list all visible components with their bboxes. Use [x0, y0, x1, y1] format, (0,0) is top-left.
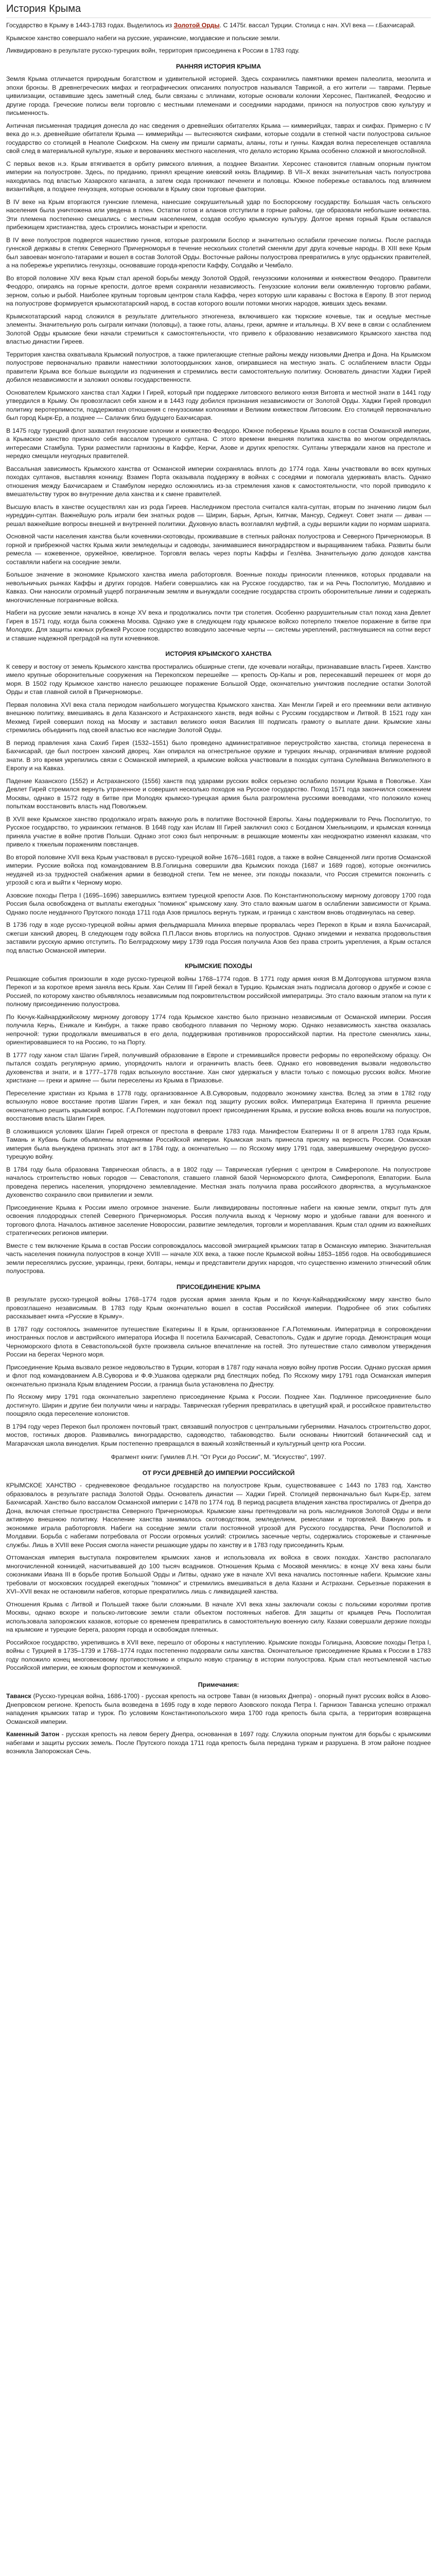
section-paragraph: Отношения Крыма с Литвой и Польшей также были сложными. В начале XVI века ханы заключали союзы с польскими королями против Москвы, однако вскоре и польско-литовские земли стали объектом постоянных набегов. Для защиты от крымцев Речь Посполитая использовала запорожских казаков, которые со временем превратились в самостоятельную военную силу. Казаки совершали дерзкие походы на крымские и турецкие берега, разоряя города и освобождая пленных.	[6, 1600, 431, 1633]
section-paragraph: КРЫМСКОЕ ХАНСТВО - средневековое феодальное государство на полуострове Крым, существовавшее с 1443 по 1783 год. Ханство образовалось в результате распада Золотой Орды. Основатель династии — Хаджи Гирей. Столицей первоначально был Кырк-Ер, затем Бахчисарай. Ханство было вассалом Османской империи с 1478 по 1774 год. В период расцвета владения ханства простирались от Днепра до Дона, включая степные пространства Северного Причерноморья. Крымские ханы претендовали на роль наследников Золотой Орды и вели активную внешнюю политику. Население ханства занималось скотоводством, земледелием, ремеслами и торговлей. Важную роль в экономике играла работорговля. Набеги на соседние земли стали постоянной угрозой для Русского государства, Речи Посполитой и Молдавии. Борьба с набегами потребовала от России огромных усилий: строились засечные черты, содержались сторожевые и станичные службы. Лишь в XVIII веке Россия смогла нанести решающие удары по ханству и в 1783 году присоединить Крым.	[6, 1482, 431, 1549]
section-paragraph: Вместе с тем включение Крыма в состав России сопровождалось массовой эмиграцией крымских татар в Османскую империю. Значительная часть населения покинула полуостров в конце XVIII — начале XIX века, а также после Крымской войны 1853–1856 годов. На освободившиеся земли переселялись русские, украинцы, греки, болгары, немцы и представители других народов, что существенно изменило этнический облик полуострова.	[6, 1242, 431, 1275]
intro-paragraph: Крымское ханство совершало набеги на русские, украинские, молдавские и польские земли.	[6, 34, 280, 42]
section-paragraph: По Ясскому миру 1791 года окончательно закреплено присоединение Крыма к России. Позднее Хан. Подлинное присоединение было достигнуто. Ширин и другие беи получили чины и награды. Таврическая губерния превратилась в цветущий край, и российское правительство поощряло сюда переселение колонистов.	[6, 1393, 431, 1417]
note-term: Таванск	[6, 1692, 31, 1700]
section-heading: ИСТОРИЯ КРЫМСКОГО ХАНСТВА	[165, 650, 272, 657]
section-paragraph: Российское государство, укрепившись в XVII веке, перешло от обороны к наступлению. Крымские походы Голицына, Азовские походы Петра I, войны с Турцией в 1735–1739 и 1768–1774 годах постепенно подорвали силы ханства. Окончательное присоединение Крыма к России в 1783 году положило конец многовековому противостоянию и открыло новую страницу в истории полуострова. Крым стал неотъемлемой частью Российской империи, ее южным форпостом и жемчужиной.	[6, 1638, 431, 1671]
section-paragraph: Переселение христиан из Крыма в 1778 году, организованное А.В.Суворовым, подорвало экономику ханства. Вслед за этим в 1782 году вспыхнуло новое восстание против Шагин Гирея, и хан бежал под защиту русских войск. Императрица Екатерина II приняла решение окончательно решить крымский вопрос. Г.А.Потемкин подготовил проект присоединения Крыма, и русские войска вновь вошли на полуостров, восстановив власть Шагин Гирея.	[6, 1089, 431, 1122]
section-paragraph: В сложившихся условиях Шагин Гирей отрекся от престола в феврале 1783 года. Манифестом Екатерины II от 8 апреля 1783 года Крым, Тамань и Кубань были объявлены владениями Российской империи. Крымская знать принесла присягу на верность России. Османская империя была вынуждена признать этот акт в 1784 году, а окончательно — по Ясскому миру 1791 года, завершившему очередную русско-турецкую войну.	[6, 1127, 431, 1160]
section-paragraph: В 1736 году в ходе русско-турецкой войны армия фельдмаршала Миниха впервые прорвалась через Перекоп в Крым и взяла Бахчисарай, сжегши ханский дворец. В следующем году войска П.П.Ласси вновь вторглись на полуостров. Однако эпидемии и нехватка продовольствия заставили русскую армию отступить. По Белградскому миру 1739 года Россия получила Азов без права строить укрепления, а Крым остался под властью Османской империи.	[6, 921, 431, 954]
note-term: Каменный Затон	[6, 1731, 60, 1738]
section-paragraph: В 1777 году ханом стал Шагин Гирей, получивший образование в Европе и стремившийся провести реформы по европейскому образцу. Он пытался создать регулярную армию, упорядочить налоги и ограничить власть беев. Однако его нововведения вызвали недовольство духовенства и знати, и в 1777–1778 годах вспыхнуло восстание. Хан смог удержаться у власти только с помощью русских войск. Многие христиане — греки и армяне — были переселены из Крыма в Приазовье.	[6, 1051, 431, 1084]
section-paragraph: В результате русско-турецкой войны 1768–1774 годов русская армия заняла Крым и по Кючук-Кайнарджийскому миру ханство было провозглашено независимым. В 1783 году Крым окончательно вошел в состав Российской империи. Подробнее об этих событиях рассказывает книга «Русские в Крыму».	[6, 1296, 431, 1320]
section-paragraph: С первых веков н.э. Крым втягивается в орбиту римского влияния, а позднее Византии. Херсонес становится главным опорным пунктом империи на полуострове. Здесь, по преданию, принял крещение киевский князь Владимир. В VII–X веках значительная часть полуострова находилась под властью Хазарского каганата, а затем сюда проникают печенеги и половцы. Южное побережье оставалось под влиянием византийцев, а позднее генуэзцев, которые основали в Крыму свои торговые фактории.	[6, 160, 431, 193]
notes-list	[6, 1692, 431, 1756]
section-heading: ОТ РУСИ ДРЕВНЕЙ ДО ИМПЕРИИ РОССИЙСКОЙ	[142, 1469, 295, 1477]
intro-paragraph: Ликвидировано в результате русско-турецких войн, территория присоединена к России в 1783 году.	[6, 47, 300, 54]
section-paragraph: Высшую власть в ханстве осуществлял хан из рода Гиреев. Наследником престола считался калга-султан, вторым по значению лицом был нуреддин-султан. Важнейшую роль играли беи знатных родов — Ширин, Барын, Аргын, Кипчак, Мансур, Седжеут. Совет знати — диван — решал важнейшие вопросы внешней и внутренней политики. Духовную власть возглавлял муфтий, а суды вершили кадии по нормам шариата.	[6, 503, 431, 528]
section-signature: Фрагмент книги: Гумилев Л.Н. "От Руси до России", М. "Искусство", 1997.	[111, 1453, 326, 1461]
section-paragraph: В XVII веке Крымское ханство продолжало играть важную роль в политике Восточной Европы. Ханы поддерживали то Речь Посполитую, то Русское государство, то украинских гетманов. В 1648 году хан Ислам III Гирей заключил союз с Богданом Хмельницким, и крымская конница приняла участие в войне против Польши. Однако этот союз был непрочным: в решающие моменты хан неоднократно изменял казакам, что привело к тяжелым поражениям повстанцев.	[6, 815, 431, 848]
section-paragraph: Во второй половине XVII века Крым участвовал в русско-турецкой войне 1676–1681 годов, а также в войне Священной лиги против Османской империи. Русские войска под командованием В.В.Голицына совершили два Крымских похода (1687 и 1689 годов), которые окончились неудачей из-за трудностей снабжения армии в безводной степи. Тем не менее, эти походы показали, что Россия стремится покончить с угрозой с юга и выйти к Черному морю.	[6, 853, 431, 886]
section-paragraph: Решающие события произошли в ходе русско-турецкой войны 1768–1774 годов. В 1771 году армия князя В.М.Долгорукова штурмом взяла Перекоп и за короткое время заняла весь Крым. Хан Селим III Гирей бежал в Турцию. Крымская знать подписала договор о дружбе и союзе с Россией, по которому ханство объявлялось независимым под покровительством российской императрицы. Это стало важным этапом на пути к полному присоединению полуострова.	[6, 975, 431, 1008]
section-paragraph: В IV веке на Крым вторгаются гуннские племена, нанесшие сокрушительный удар по Боспорскому государству. Большая часть сельского населения была уничтожена или уведена в плен. Остатки готов и аланов отступили в горные районы, где образовали небольшие княжества. Эти племена постепенно смешались с местным населением, создав особую крымскую культуру. Долгое время горный Крым оставался прибежищем христианства, здесь строились монастыри и крепости.	[6, 198, 431, 231]
section-paragraph: Территория ханства охватывала Крымский полуостров, а также прилегающие степные районы между низовьями Днепра и Дона. На Крымском полуострове первоначально правили наместники золотоордынских ханов, опиравшиеся на местную знать. С ослаблением власти Орды правители Крыма все больше выходили из подчинения и стремились вести самостоятельную политику. Основатель династии Хаджи Гирей добился независимости и заложил основы государственности.	[6, 350, 431, 383]
section-paragraph: Античная письменная традиция донесла до нас сведения о древнейших обитателях Крыма — киммерийцах, таврах и скифах. Примерно с IV века до н.э. древнейшие обитатели Крыма — киммерийцы — вытесняются скифами, которые создали в степной части полуострова сильное государство со столицей в Неаполе Скифском. На смену им пришли сарматы, аланы, готы и гунны. Каждая волна переселенцев оставляла свой след в материальной культуре, языке и верованиях местного населения, что делало историю Крыма особенно сложной и многослойной.	[6, 122, 431, 155]
section-paragraph: В период правления хана Сахиб Гирея (1532–1551) было проведено административное переустройство ханства, столица перенесена в Бахчисарай, где был построен ханский дворец. Хан опирался на огнестрельное оружие и турецких янычар, ограничивая влияние родовой знати. В это время укрепились связи с Османской империей, а крымские войска участвовали в походах султана Сулеймана Великолепного в Европу и на Кавказ.	[6, 739, 431, 772]
section-heading: РАННЯЯ ИСТОРИЯ КРЫМА	[176, 62, 261, 70]
section-paragraph: Падение Казанского (1552) и Астраханского (1556) ханств под ударами русских войск серьезно ослабило позиции Крыма в Поволжье. Хан Девлет Гирей стремился вернуть утраченное и совершил несколько походов на Русское государство. Поход 1571 года закончился сожжением Москвы, однако в 1572 году в битве при Молодях крымско-турецкая армия была разгромлена русскими воеводами, что положило конец попыткам восстановить власть над Поволжьем.	[6, 777, 431, 810]
section-paragraph: Присоединение Крыма вызвало резкое недовольство в Турции, которая в 1787 году начала новую войну против России. Однако русская армия и флот под командованием А.В.Суворова и Ф.Ф.Ушакова одержали ряд блестящих побед. По Ясскому миру 1791 года Османская империя окончательно признала Крым владением России, а граница была установлена по Днестру.	[6, 1363, 431, 1388]
section-paragraph: По Кючук-Кайнарджийскому мирному договору 1774 года Крымское ханство было признано независимым от Османской империи. Россия получила Керчь, Еникале и Кинбурн, а также право свободного плавания по Черному морю. Однако независимость ханства оказалась непрочной: турки продолжали вмешиваться в его дела, поддерживая противников пророссийской партии. На престоле сменялись ханы, ориентировавшиеся то на Россию, то на Порту.	[6, 1013, 431, 1046]
article-body	[6, 62, 431, 1672]
intro-paragraph	[6, 21, 431, 30]
section-paragraph: Основателем Крымского ханства стал Хаджи I Гирей, который при поддержке литовского великого князя Витовта и местной знати в 1441 году утвердился в Крыму. Он провозгласил себя ханом и в 1443 году добился признания независимости от Золотой Орды. Хаджи Гирей проводил политику веротерпимости, поддерживал отношения с генуэзскими колониями и Великим княжеством Литовским. Его столицей первоначально был город Кырк-Ер, а позднее — Салачик близ будущего Бахчисарая.	[6, 388, 431, 421]
section-paragraph: Вассальная зависимость Крымского ханства от Османской империи сохранялась вплоть до 1774 года. Ханы участвовали во всех крупных походах султанов, выставляя конницу. Взамен Порта оказывала поддержку в войнах с соседями и помогала удерживать власть. Однако отношения между Бахчисараем и Стамбулом нередко осложнялись из-за стремления ханов к самостоятельности, что порой приводило к вмешательству турок во внутренние дела ханства и к смене правителей.	[6, 465, 431, 498]
section-paragraph: Во второй половине XIV века Крым стал ареной борьбы между Золотой Ордой, генуэзскими колониями и княжеством Феодоро. Правители Феодоро, опираясь на горные крепости, долгое время сохраняли независимость. Генуэзские колонии вели оживленную торговлю рабами, зерном, солью и рыбой. Наиболее крупным торговым центром стала Каффа, через которую шли караваны с Востока в Европу. В этот период на полуострове формируется крымскотатарский народ, в состав которого вошли потомки многих народов, живших здесь веками.	[6, 274, 431, 307]
note-item	[6, 1692, 431, 1726]
section-heading: ПРИСОЕДИНЕНИЕ КРЫМА	[176, 1283, 261, 1291]
section-paragraph: В 1794 году через Перекоп был проложен почтовый тракт, связавший полуостров с центральными губерниями. Началось строительство дорог, мостов, гостиных дворов. Развивались виноградарство, садоводство, табаководство. Были основаны Никитский ботанический сад и Магарачская школа виноделия. Крым постепенно превращался в важный хозяйственный и культурный центр юга России.	[6, 1422, 431, 1447]
section-heading: КРЫМСКИЕ ПОХОДЫ	[185, 962, 252, 970]
intro-text-end: . С 1475г. вассал Турции. Столица с нач. XVI века — г.Бахчисарай.	[219, 22, 416, 29]
section-paragraph: Основной части населения ханства были кочевники-скотоводы, проживавшие в степных районах полуострова и Северного Причерноморья. В горной и прибрежной частях Крыма жили земледельцы и садоводы, занимавшиеся виноградарством и выращиванием табака. Развиты были ремесла — кожевенное, оружейное, ювелирное. Торговля велась через порты Каффы и Гезлёва. Значительную долю доходов ханства составляли набеги на соседние земли.	[6, 533, 431, 566]
note-item	[6, 1730, 431, 1756]
section-paragraph: Присоединение Крыма к России имело огромное значение. Были ликвидированы постоянные набеги на южные земли, открыт путь для освоения плодородных степей Северного Причерноморья. Россия получила выход к Черному морю и удобные гавани для военного и торгового флота. Началось активное заселение Новороссии, развитие земледелия, торговли и мореплавания. Крым стал одним из важнейших стратегических регионов империи.	[6, 1204, 431, 1236]
page-title: История Крыма	[6, 2, 431, 18]
section-paragraph: В 1787 году состоялось знаменитое путешествие Екатерины II в Крым, организованное Г.А.Потемкиным. Императрица в сопровождении иностранных послов и австрийского императора Иосифа II посетила Бахчисарай, Севастополь, Судак и другие города. Демонстрация мощи Черноморского флота в Севастопольской бухте произвела сильное впечатление на гостей. Это путешествие стало символом утверждения России на берегах Черного моря.	[6, 1325, 431, 1358]
section-paragraph: Большое значение в экономике Крымского ханства имела работорговля. Военные походы приносили пленников, которых продавали на невольничьих рынках Каффы и других городов. Набеги совершались как на Русское государство, так и на Речь Посполитую, Молдавию и Кавказ. Они наносили огромный ущерб пограничным землям и вынуждали соседние государства строить оборонительные линии и содержать многочисленные пограничные войска.	[6, 571, 431, 604]
section-paragraph: В 1475 году турецкий флот захватил генуэзские колонии и княжество Феодоро. Южное побережье Крыма вошло в состав Османской империи, а Крымское ханство признало себя вассалом турецкого султана. С этого времени внешняя политика ханства во многом определялась интересами Стамбула. Турки разместили гарнизоны в Каффе, Керчи, Азове и других крепостях. Султаны утверждали ханов на престоле и нередко смещали неугодных правителей.	[6, 427, 431, 460]
note-text: (Русско-турецкая война, 1686-1700) - русская крепость на острове Таван (в низовьях Днепра) - опорный пункт русских войск в Азово-Днепровском регионе. Крепость была возведена в 1695 году в ходе первого Азовского похода Петра I. Гарнизон Таванска успешно отражал нападения крымских татар и турок. По условиям Константинопольского мира 1700 года крепость была срыта, а территория возвращена Османской империи.	[6, 1692, 431, 1725]
note-text: - русская крепость на левом берегу Днепра, основанная в 1697 году. Служила опорным пунктом для борьбы с крымскими набегами и защиты русских земель. После Прутского похода 1711 года крепость была передана туркам и разрушена. В этом районе позднее возникла Запорожская Сечь.	[6, 1731, 431, 1755]
section-paragraph: Азовские походы Петра I (1695–1696) завершились взятием турецкой крепости Азов. По Константинопольскому мирному договору 1700 года Россия была освобождена от выплаты ежегодных "поминок" крымскому хану. Это стало важным шагом в ослаблении зависимости от Крыма. Однако после неудачного Прутского похода 1711 года Азов пришлось вернуть туркам, и граница с ханством вновь отодвинулась на север.	[6, 891, 431, 916]
section-paragraph: Оттоманская империя выступала покровителем крымских ханов и использовала их войска в своих походах. Ханство располагало многочисленной конницей, насчитывавшей до 100 тысяч всадников. Отношения Крыма с Москвой менялись: в конце XV века ханы были союзниками Ивана III в борьбе против Большой Орды и Литвы, однако уже в начале XVI века начались постоянные набеги. Крымские ханы требовали от московских государей ежегодных "поминок" и стремились вмешиваться в дела Казани и Астрахани. Серьезные поражения в XVI–XVII веках не остановили набегов, которые прекратились лишь с ликвидацией ханства.	[6, 1554, 431, 1595]
section-paragraph: Набеги на русские земли начались в конце XV века и продолжались почти три столетия. Особенно разрушительным стал поход хана Девлет Гирея в 1571 году, когда была сожжена Москва. Однако уже в следующем году крымское войско потерпело тяжелое поражение в битве при Молодях. Для защиты южных рубежей Русское государство возводило засечные черты — системы укреплений, растянувшиеся на сотни верст и ставшие надежной преградой на пути кочевников.	[6, 609, 431, 642]
section-paragraph: В IV веке полуостров подвергся нашествию гуннов, которые разгромили Боспор и значительно ослабили греческие полисы. После распада гуннской державы в степях Северного Причерноморья в течение нескольких столетий сменяли друг друга кочевые народы. В XIII веке Крым был завоеван монголо-татарами и вошел в состав Золотой Орды. Восточные районы полуострова превратились в улус ордынских правителей, а на побережье укрепились генуэзцы, основавшие города-крепости Каффу, Солдайю и Чембало.	[6, 236, 431, 269]
golden-horde-link[interactable]: Золотой Орды	[173, 22, 220, 29]
section-paragraph: В 1784 году была образована Таврическая область, а в 1802 году — Таврическая губерния с центром в Симферополе. На полуострове началось строительство новых городов — Севастополя, ставшего главной базой Черноморского флота, Симферополя, Евпатории. Была проведена перепись населения, упорядочено землевладение. Местная знать получила права российского дворянства, а мусульманское духовенство сохранило свои привилегии и земли.	[6, 1165, 431, 1198]
notes-heading: Примечания:	[198, 1681, 239, 1688]
section-paragraph: Первая половина XVI века стала периодом наибольшего могущества Крымского ханства. Хан Менгли Гирей и его преемники вели активную внешнюю политику, вмешиваясь в дела Казанского и Астраханского ханств, ведя войны с Русским государством и Литвой. В 1521 году хан Мехмед Гирей совершил поход на Москву и заставил великого князя Василия III подписать грамоту о выплате дани. Крымские ханы стремились объединить под своей властью все наследие Золотой Орды.	[6, 701, 431, 734]
intro-text-start: Государство в Крыму в 1443-1783 годах. Выделилось из	[6, 22, 174, 29]
section-paragraph: Крымскотатарский народ сложился в результате длительного этногенеза, включившего как тюркские кочевые, так и оседлые местные элементы. Значительную роль сыграли кипчаки (половцы), а также готы, аланы, греки, армяне и итальянцы. В XV веке в связи с ослаблением Золотой Орды крымские беки начали стремиться к самостоятельности, что привело к образованию независимого Крымского ханства под властью династии Гиреев.	[6, 312, 431, 345]
section-paragraph: Земля Крыма отличается природным богатством и удивительной историей. Здесь сохранились памятники времен палеолита, мезолита и эпохи бронзы. В древнегреческих мифах и географических описаниях полуостров назывался Таврикой, а его жители — таврами. Первые цивилизации, оставившие здесь заметный след, были связаны с эллинами, которые основали колонии Херсонес, Пантикапей, Феодосию и другие города. Греческие полисы вели торговлю с местными племенами и соседними народами, принося на полуостров свою культуру и письменность.	[6, 75, 431, 116]
section-paragraph: К северу и востоку от земель Крымского ханства простирались обширные степи, где кочевали ногайцы, признававшие власть Гиреев. Ханство имело крупные оборонительные сооружения на Перекопском перешейке — крепость Ор-Капы и ров, пересекавший перешеек от моря до моря. В 1502 году Крымское ханство нанесло решающее поражение Большой Орде, окончательно уничтожив последние остатки Золотой Орды и став главной силой в Причерноморье.	[6, 663, 431, 696]
